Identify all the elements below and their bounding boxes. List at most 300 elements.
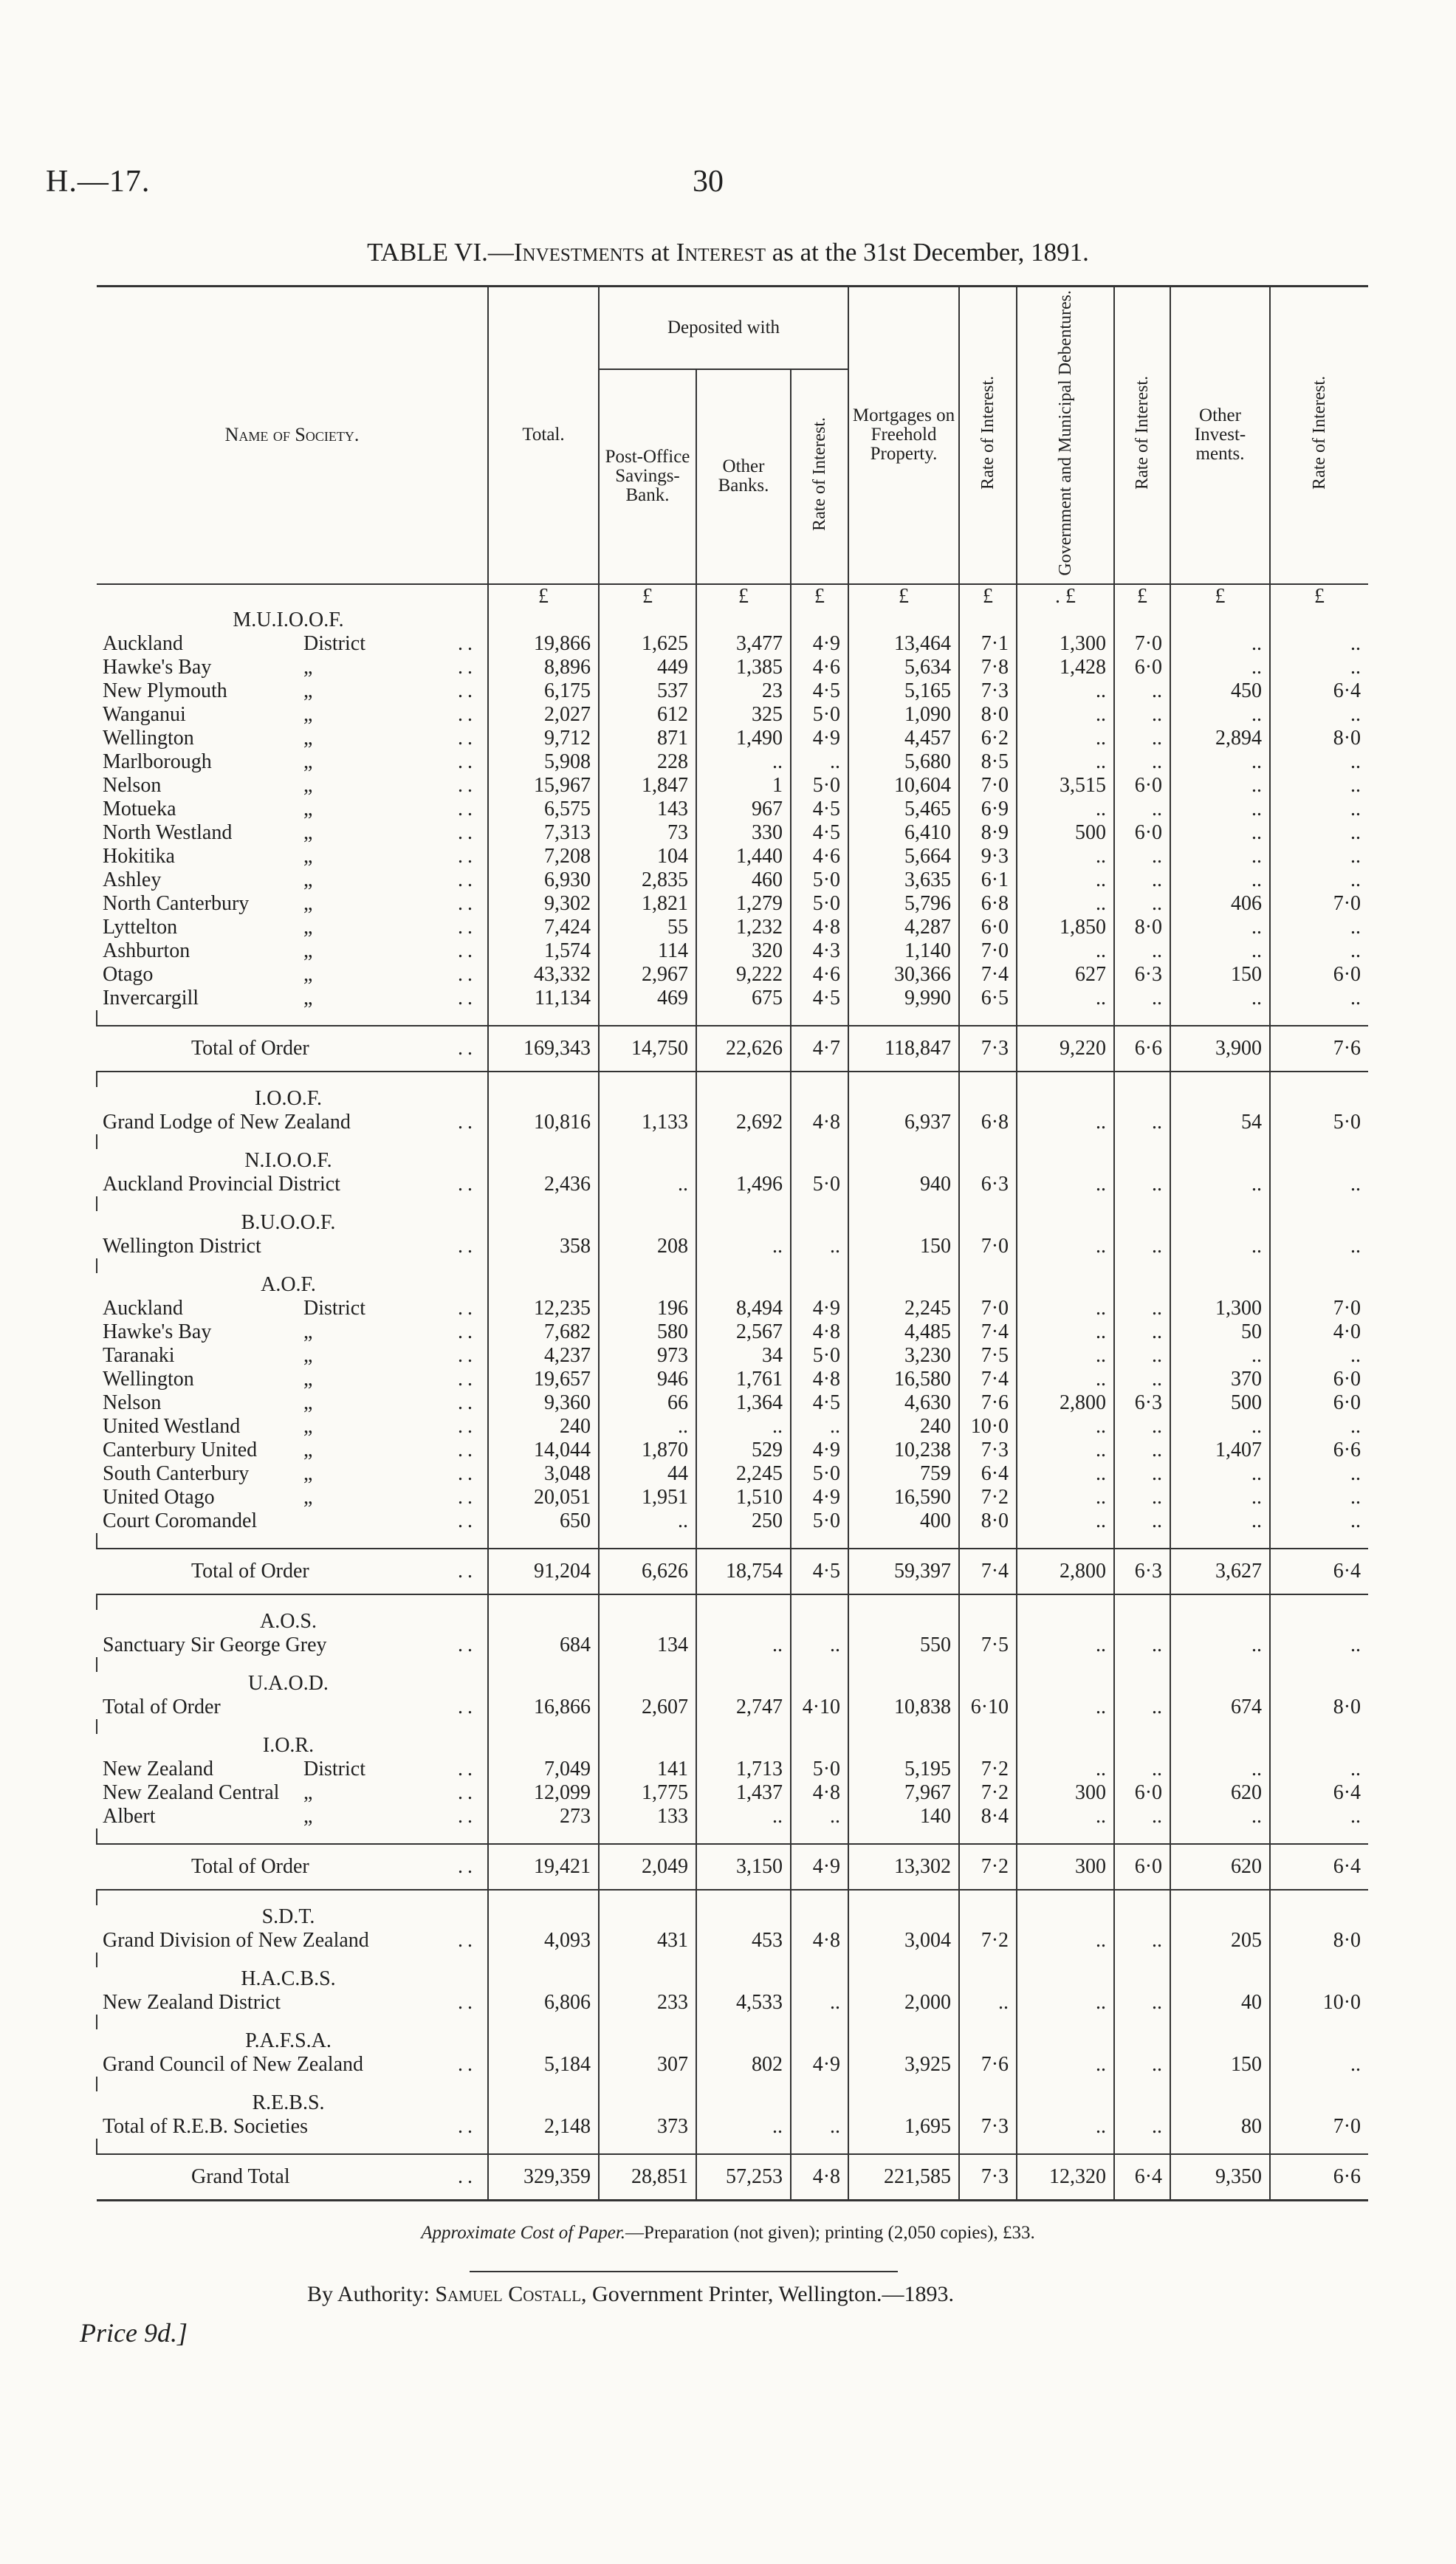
spacer-cell [848, 1719, 959, 1734]
value-cell: 9·3 [959, 845, 1017, 868]
value-cell: 6,575 [488, 798, 599, 821]
value-cell: 1,850 [1017, 916, 1114, 939]
society-name: Lyttelton [103, 915, 178, 939]
value-cell: 3,004 [848, 1929, 959, 1953]
value-cell: 4,457 [848, 727, 959, 750]
society-name: Grand Council of New Zealand [103, 2052, 363, 2076]
society-name-cell [97, 1929, 488, 1953]
empty-cell [599, 1149, 696, 1173]
value-cell: .. [1114, 1235, 1170, 1258]
spacer-cell [848, 1258, 959, 1273]
value-cell: 7·0 [1270, 1297, 1368, 1320]
empty-cell [959, 1967, 1017, 1991]
value-cell: 19,421 [488, 1844, 599, 1890]
total-label: Total of Order [191, 1559, 309, 1583]
total-label: Total of Order [191, 1854, 309, 1878]
value-cell: .. [1270, 939, 1368, 963]
value-cell: 4,630 [848, 1391, 959, 1415]
value-cell: 208 [599, 1235, 696, 1258]
empty-cell [1114, 1610, 1170, 1634]
spacer-cell [599, 1890, 696, 1905]
table-row [97, 1462, 1368, 1486]
empty-cell [1270, 1734, 1368, 1758]
table-row [97, 727, 1368, 750]
society-name: Grand Lodge of New Zealand [103, 1110, 351, 1134]
leader-dots: .. [458, 820, 477, 844]
spacer-row [97, 2139, 1368, 2154]
section-heading-row [97, 2091, 1368, 2115]
value-cell: .. [1114, 1111, 1170, 1134]
society-name: United Otago [103, 1485, 215, 1509]
value-cell: 23 [696, 679, 791, 703]
spacer-cell [488, 1828, 599, 1844]
value-cell: .. [1017, 1235, 1114, 1258]
spacer-cell [488, 1258, 599, 1273]
value-cell: .. [1114, 1297, 1170, 1320]
value-cell: 5,165 [848, 679, 959, 703]
value-cell: 329,359 [488, 2154, 599, 2201]
value-cell: 7,049 [488, 1758, 599, 1781]
value-cell: .. [791, 750, 848, 774]
spacer-cell [488, 1196, 599, 1211]
empty-cell [791, 1610, 848, 1634]
value-cell: 627 [1017, 963, 1114, 987]
value-cell: 19,866 [488, 632, 599, 656]
society-qualifier: „ [303, 679, 313, 702]
value-cell: 2,148 [488, 2115, 599, 2139]
spacer-cell [1114, 1953, 1170, 1967]
spacer-cell [97, 1594, 488, 1610]
society-name: Total of R.E.B. Societies [103, 2114, 309, 2138]
table-row [97, 1111, 1368, 1134]
value-cell: .. [1170, 868, 1270, 892]
value-cell: .. [1114, 1696, 1170, 1719]
value-cell: .. [599, 1509, 696, 1533]
spacer-cell [696, 1533, 791, 1549]
value-cell: 233 [599, 1991, 696, 2015]
value-cell: 4·7 [791, 1026, 848, 1072]
value-cell: 871 [599, 727, 696, 750]
leader-dots: .. [458, 1110, 477, 1134]
value-cell: 5,908 [488, 750, 599, 774]
empty-cell [959, 1273, 1017, 1297]
spacer-cell [1270, 1072, 1368, 1087]
society-name-cell [97, 892, 488, 916]
col-government-debentures: Government and Municipal Debentures. [1017, 287, 1114, 584]
section-title: P.A.F.S.A. [245, 2029, 332, 2052]
title-mid: at [644, 238, 676, 267]
leader-dots: .. [458, 1343, 477, 1367]
value-cell: 4·5 [791, 798, 848, 821]
leader-dots: .. [458, 797, 477, 820]
section-title: A.O.F. [261, 1272, 316, 1296]
section-heading-row [97, 1734, 1368, 1758]
spacer-cell [1114, 1072, 1170, 1087]
value-cell: 8·0 [1270, 1929, 1368, 1953]
value-cell: 7·0 [959, 1297, 1017, 1320]
value-cell: 2,692 [696, 1111, 791, 1134]
spacer-cell [959, 2077, 1017, 2091]
value-cell: 6·8 [959, 892, 1017, 916]
spacer-cell [488, 1657, 599, 1672]
spacer-cell [959, 1533, 1017, 1549]
value-cell: 7·4 [959, 963, 1017, 987]
empty-cell [959, 1610, 1017, 1634]
value-cell: 4·8 [791, 1781, 848, 1805]
value-cell: .. [1017, 1696, 1114, 1719]
value-cell: 7·4 [959, 1368, 1017, 1391]
society-name-cell [97, 1991, 488, 2015]
unit-cell: £ [1114, 584, 1170, 609]
empty-cell [1270, 1087, 1368, 1111]
value-cell: 4·0 [1270, 1320, 1368, 1344]
value-cell: 1,428 [1017, 656, 1114, 679]
total-row [97, 1549, 1368, 1594]
value-cell: 7·8 [959, 656, 1017, 679]
value-cell: 6·0 [1114, 821, 1170, 845]
value-cell: 10,838 [848, 1696, 959, 1719]
col-total: Total. [488, 287, 599, 584]
value-cell: .. [1017, 1805, 1114, 1828]
value-cell: 15,967 [488, 774, 599, 798]
value-cell: .. [1114, 1320, 1170, 1344]
society-name-cell [97, 774, 488, 798]
value-cell: 3,900 [1170, 1026, 1270, 1072]
value-cell: 5·0 [791, 1462, 848, 1486]
spacer-cell [791, 1890, 848, 1905]
value-cell: 7·3 [959, 1439, 1017, 1462]
value-cell: .. [1017, 845, 1114, 868]
spacer-cell [97, 1719, 488, 1734]
society-qualifier: „ [303, 1391, 313, 1414]
spacer-cell [599, 2015, 696, 2029]
society-qualifier: „ [303, 1343, 313, 1367]
spacer-cell [791, 1072, 848, 1087]
value-cell: 5·0 [791, 1344, 848, 1368]
value-cell: .. [1270, 798, 1368, 821]
value-cell: 3,230 [848, 1344, 959, 1368]
spacer-cell [97, 1953, 488, 1967]
empty-cell [1170, 1087, 1270, 1111]
value-cell: .. [1114, 1509, 1170, 1533]
society-qualifier: „ [303, 655, 313, 679]
table-row [97, 1805, 1368, 1828]
spacer-cell [599, 1134, 696, 1149]
spacer-cell [1170, 1953, 1270, 1967]
value-cell: 14,044 [488, 1439, 599, 1462]
table-body [97, 584, 1368, 2201]
value-cell: .. [696, 1235, 791, 1258]
society-name: Wanganui [103, 702, 186, 726]
society-name-cell [97, 2115, 488, 2139]
value-cell: .. [1170, 916, 1270, 939]
value-cell: 675 [696, 987, 791, 1010]
spacer-cell [959, 1890, 1017, 1905]
authority-prefix: By Authority: [307, 2282, 436, 2306]
value-cell: 6,175 [488, 679, 599, 703]
society-name-cell [97, 2053, 488, 2077]
society-qualifier: „ [303, 1367, 313, 1391]
value-cell: 300 [1017, 1844, 1114, 1890]
society-qualifier: „ [303, 750, 313, 773]
unit-cell: £ [791, 584, 848, 609]
value-cell: 1,951 [599, 1486, 696, 1509]
society-name-cell [97, 1173, 488, 1196]
value-cell: 6·6 [1270, 1439, 1368, 1462]
value-cell: 6,806 [488, 1991, 599, 2015]
table-row [97, 1991, 1368, 2015]
spacer-cell [1114, 1719, 1170, 1734]
society-name: Nelson [103, 773, 162, 797]
spacer-cell [599, 1828, 696, 1844]
leader-dots: .. [458, 750, 477, 773]
value-cell: 205 [1170, 1929, 1270, 1953]
value-cell: 150 [1170, 963, 1270, 987]
value-cell: 16,866 [488, 1696, 599, 1719]
value-cell: .. [1170, 1415, 1270, 1439]
spacer-cell [848, 1010, 959, 1026]
table-row [97, 774, 1368, 798]
value-cell: .. [1017, 750, 1114, 774]
value-cell: 250 [696, 1509, 791, 1533]
value-cell: 5·0 [791, 868, 848, 892]
empty-cell [848, 1610, 959, 1634]
value-cell: .. [1270, 2053, 1368, 2077]
spacer-cell [1114, 1134, 1170, 1149]
value-cell: .. [599, 1173, 696, 1196]
section-title: M.U.I.O.O.F. [233, 608, 344, 631]
spacer-row [97, 1134, 1368, 1149]
spacer-cell [1170, 1196, 1270, 1211]
empty-cell [488, 1905, 599, 1929]
society-name-cell [97, 1415, 488, 1439]
spacer-cell [1270, 2139, 1368, 2154]
value-cell: 4,485 [848, 1320, 959, 1344]
value-cell: 7,313 [488, 821, 599, 845]
spacer-cell [1270, 2015, 1368, 2029]
value-cell: .. [1017, 679, 1114, 703]
empty-cell [1114, 1087, 1170, 1111]
spacer-row [97, 1953, 1368, 1967]
spacer-cell [696, 1594, 791, 1610]
empty-cell [959, 2029, 1017, 2053]
value-cell: 450 [1170, 679, 1270, 703]
value-cell: 10,816 [488, 1111, 599, 1134]
empty-cell [696, 1672, 791, 1696]
society-name: North Westland [103, 820, 233, 844]
value-cell: 9,712 [488, 727, 599, 750]
spacer-cell [1270, 1594, 1368, 1610]
spacer-cell [848, 1828, 959, 1844]
table-row [97, 1486, 1368, 1509]
empty-cell [1017, 1967, 1114, 1991]
empty-cell [696, 1211, 791, 1235]
society-name-cell [97, 703, 488, 727]
spacer-cell [848, 1196, 959, 1211]
value-cell: 8,494 [696, 1297, 791, 1320]
value-cell: .. [791, 1634, 848, 1657]
value-cell: 5,680 [848, 750, 959, 774]
value-cell: 141 [599, 1758, 696, 1781]
leader-dots: .. [458, 1367, 477, 1391]
value-cell: 4·3 [791, 939, 848, 963]
value-cell: 6·4 [1270, 1844, 1368, 1890]
value-cell: 7·2 [959, 1844, 1017, 1890]
value-cell: 22,626 [696, 1026, 791, 1072]
unit-cell: £ [848, 584, 959, 609]
value-cell: 6·6 [1270, 2154, 1368, 2201]
spacer-cell [599, 2077, 696, 2091]
spacer-cell [696, 2077, 791, 2091]
value-cell: 3,515 [1017, 774, 1114, 798]
empty-cell [599, 1967, 696, 1991]
empty-cell [696, 1734, 791, 1758]
value-cell: .. [1114, 750, 1170, 774]
empty-cell [696, 2029, 791, 2053]
value-cell: .. [791, 1235, 848, 1258]
table-row [97, 1391, 1368, 1415]
society-name: New Plymouth [103, 679, 227, 702]
value-cell: 143 [599, 798, 696, 821]
value-cell: 5,634 [848, 656, 959, 679]
value-cell: 5,195 [848, 1758, 959, 1781]
spacer-cell [791, 2015, 848, 2029]
value-cell: 3,627 [1170, 1549, 1270, 1594]
value-cell: 118,847 [848, 1026, 959, 1072]
spacer-cell [488, 1010, 599, 1026]
spacer-cell [1270, 1134, 1368, 1149]
value-cell: 4·9 [791, 727, 848, 750]
value-cell: 5·0 [791, 1509, 848, 1533]
value-cell: .. [959, 1991, 1017, 2015]
value-cell: 7·0 [1270, 2115, 1368, 2139]
value-cell: 7·0 [1114, 632, 1170, 656]
empty-cell [848, 1273, 959, 1297]
value-cell: 7·2 [959, 1486, 1017, 1509]
value-cell: .. [1170, 845, 1270, 868]
spacer-cell [791, 1657, 848, 1672]
empty-cell [848, 1087, 959, 1111]
value-cell: 2,894 [1170, 727, 1270, 750]
empty-cell [1170, 2091, 1270, 2115]
value-cell: 4·5 [791, 987, 848, 1010]
value-cell: .. [1017, 1297, 1114, 1320]
value-cell: .. [1017, 1758, 1114, 1781]
value-cell: .. [1114, 703, 1170, 727]
leader-dots: .. [458, 1296, 477, 1320]
table-row [97, 679, 1368, 703]
value-cell: .. [696, 2115, 791, 2139]
table-row [97, 845, 1368, 868]
value-cell: 7·0 [959, 939, 1017, 963]
value-cell: 2,049 [599, 1844, 696, 1890]
col-rate-4: Rate of Interest. [1270, 287, 1368, 584]
value-cell: 9,990 [848, 987, 959, 1010]
society-name: Canterbury United [103, 1438, 258, 1461]
total-row [97, 1026, 1368, 1072]
value-cell: 28,851 [599, 2154, 696, 2201]
spacer-cell [791, 1953, 848, 1967]
value-cell: 4,533 [696, 1991, 791, 2015]
value-cell: 6·0 [1114, 1781, 1170, 1805]
value-cell: 5·0 [791, 703, 848, 727]
title-word-investments: Investments [513, 238, 645, 267]
empty-cell [1017, 1211, 1114, 1235]
value-cell: 6·0 [959, 916, 1017, 939]
empty-cell [791, 1905, 848, 1929]
value-cell: 228 [599, 750, 696, 774]
value-cell: 8·0 [1270, 727, 1368, 750]
value-cell: 7·3 [959, 2115, 1017, 2139]
value-cell: 370 [1170, 1368, 1270, 1391]
value-cell: .. [1017, 1111, 1114, 1134]
value-cell: 4·8 [791, 1368, 848, 1391]
empty-cell [488, 2029, 599, 2053]
spacer-cell [696, 1657, 791, 1672]
value-cell: 358 [488, 1235, 599, 1258]
section-heading-row [97, 1672, 1368, 1696]
value-cell: 18,754 [696, 1549, 791, 1594]
society-name: Albert [103, 1804, 156, 1828]
spacer-cell [488, 2015, 599, 2029]
spacer-cell [1114, 1258, 1170, 1273]
price: Price 9d.] [80, 2318, 188, 2348]
spacer-cell [1017, 1594, 1114, 1610]
value-cell: 6·0 [1270, 963, 1368, 987]
society-name-cell [97, 916, 488, 939]
value-cell: 1,510 [696, 1486, 791, 1509]
society-qualifier: „ [303, 726, 313, 750]
value-cell: 114 [599, 939, 696, 963]
spacer-cell [1114, 1890, 1170, 1905]
empty-cell [599, 609, 696, 632]
value-cell: 7,424 [488, 916, 599, 939]
value-cell: 43,332 [488, 963, 599, 987]
society-name-cell [97, 750, 488, 774]
value-cell: 7·2 [959, 1781, 1017, 1805]
empty-cell [599, 1734, 696, 1758]
empty-cell [599, 1087, 696, 1111]
society-name: Hawke's Bay [103, 655, 212, 679]
society-qualifier: „ [303, 1804, 313, 1828]
unit-cell: £ [1170, 584, 1270, 609]
value-cell: 8·5 [959, 750, 1017, 774]
society-name: Taranaki [103, 1343, 175, 1367]
spacer-cell [1017, 2077, 1114, 2091]
value-cell: 2,245 [696, 1462, 791, 1486]
value-cell: 8·4 [959, 1805, 1017, 1828]
empty-cell [959, 1905, 1017, 1929]
empty-cell [696, 1087, 791, 1111]
value-cell: 8·0 [959, 703, 1017, 727]
value-cell: 320 [696, 939, 791, 963]
section-title: R.E.B.S. [252, 2091, 325, 2114]
society-name-cell [97, 868, 488, 892]
empty-cell [1270, 1211, 1368, 1235]
value-cell: 16,590 [848, 1486, 959, 1509]
value-cell: 4,237 [488, 1344, 599, 1368]
spacer-cell [599, 1657, 696, 1672]
spacer-cell [959, 1953, 1017, 1967]
spacer-row [97, 1258, 1368, 1273]
value-cell: 7·4 [959, 1549, 1017, 1594]
value-cell: 8·0 [1114, 916, 1170, 939]
leader-dots: .. [458, 1633, 477, 1656]
empty-cell [848, 1672, 959, 1696]
table-row [97, 798, 1368, 821]
leader-dots: .. [458, 655, 477, 679]
empty-cell [1270, 1149, 1368, 1173]
